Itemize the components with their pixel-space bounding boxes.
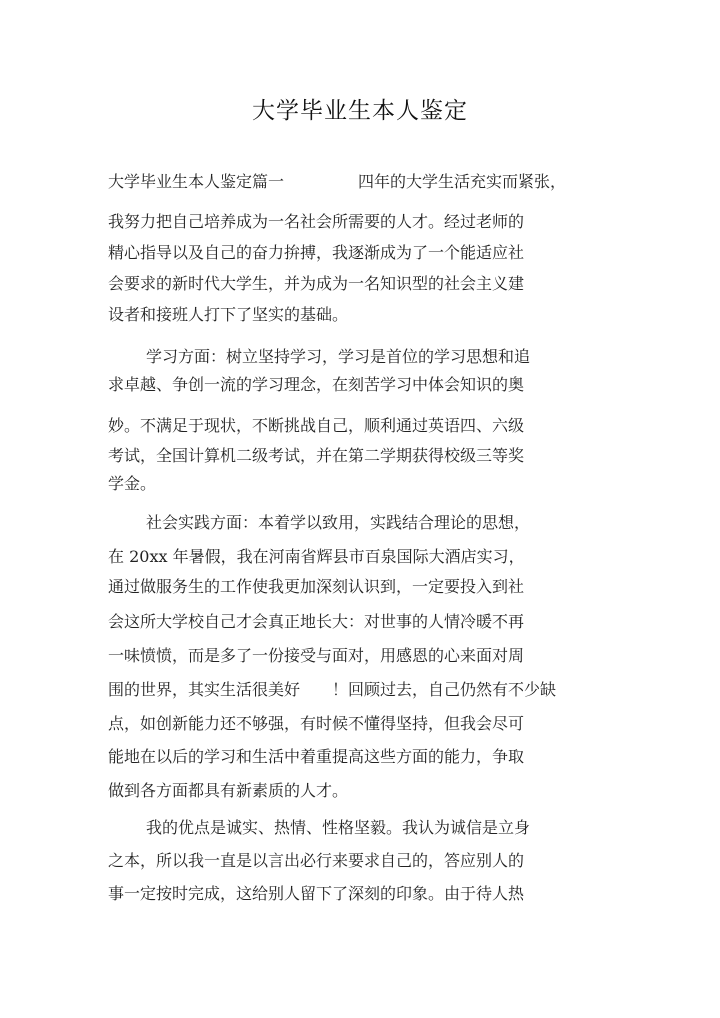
paragraph-line: 设者和接班人打下了坚实的基础。 [108, 305, 349, 324]
paragraph-line: 点，如创新能力还不够强，有时候不懂得坚持，但我会尽可 [108, 714, 525, 733]
paragraph-line: 考试，全国计算机二级考试，并在第二学期获得校级三等奖 [108, 446, 525, 465]
paragraph-line: 之本，所以我一直是以言出必行来要求自己的，答应别人的 [108, 851, 525, 870]
paragraph-line: 会要求的新时代大学生，并为成为一名知识型的社会主义建 [108, 274, 525, 293]
paragraph-line: 做到各方面都具有新素质的人才。 [108, 781, 349, 800]
paragraph-line: 一味愤愤，而是多了一份接受与面对，用感恩的心来面对周 [108, 646, 525, 665]
section-heading: 大学毕业生本人鉴定篇一 [108, 172, 285, 191]
paragraph-line: 在 20xx 年暑假，我在河南省辉县市百泉国际大酒店实习， [108, 547, 525, 566]
paragraph-line: 学习方面：树立坚持学习，学习是首位的学习思想和追 [146, 347, 531, 366]
paragraph-line: 围的世界，其实生活很美好 ！回顾过去，自己仍然有不少缺 [108, 680, 557, 699]
paragraph-line: 我努力把自己培养成为一名社会所需要的人才。经过老师的 [108, 212, 525, 231]
paragraph-line: 事一定按时完成，这给别人留下了深刻的印象。由于待人热 [108, 884, 525, 903]
page-title: 大学毕业生本人鉴定 [252, 98, 468, 124]
paragraph-line: 求卓越、争创一流的学习理念，在刻苦学习中体会知识的奥 [108, 375, 525, 394]
paragraph-line: 学金。 [108, 474, 157, 493]
paragraph-line: 会这所大学校自己才会真正地长大：对世事的人情冷暖不再 [108, 612, 525, 631]
paragraph-line: 社会实践方面：本着学以致用，实践结合理论的思想， [146, 513, 531, 532]
paragraph-line: 通过做服务生的工作使我更加深刻认识到，一定要投入到社 [108, 577, 525, 596]
paragraph-line: 精心指导以及自己的奋力拚搏，我逐渐成为了一个能适应社 [108, 243, 525, 262]
paragraph-line: 妙。不满足于现状，不断挑战自己，顺利通过英语四、六级 [108, 416, 525, 435]
paragraph-line: 我的优点是诚实、热情、性格坚毅。我认为诚信是立身 [146, 818, 531, 837]
paragraph-line: 能地在以后的学习和生活中着重提高这些方面的能力，争取 [108, 747, 525, 766]
intro-text: 四年的大学生活充实而紧张， [358, 172, 567, 191]
